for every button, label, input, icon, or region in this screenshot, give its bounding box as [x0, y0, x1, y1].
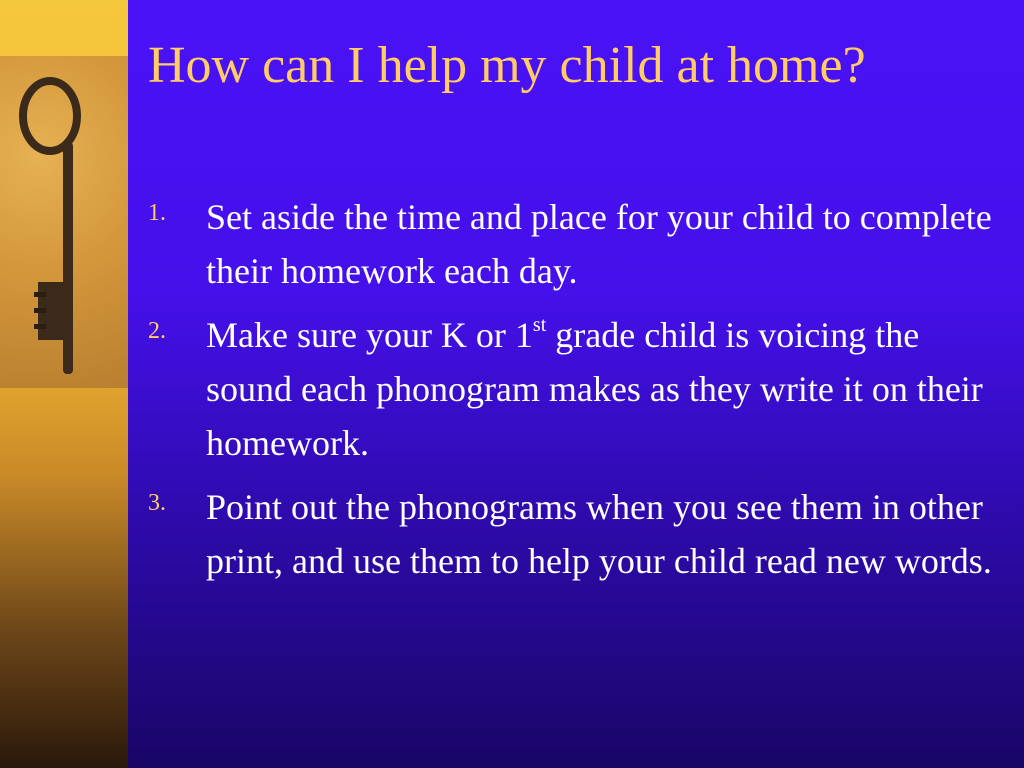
list-text-part: grade child is voicing the sound each phonogram makes as they write it on their homework.: [206, 315, 983, 463]
list-text: Point out the phonograms when you see them in other print, and use them to help your child read new words.: [206, 487, 992, 581]
slide-title: How can I help my child at home?: [148, 37, 866, 94]
numbered-list: [148, 190, 1008, 598]
list-text-part: Make sure your K or 1: [206, 315, 533, 355]
list-item: [148, 480, 1008, 588]
list-text: [206, 308, 1008, 470]
list-item: [148, 308, 1008, 470]
key-photo: [0, 56, 128, 388]
antique-key-icon: [0, 56, 128, 388]
superscript: st: [532, 314, 547, 336]
list-number: 2.: [148, 318, 166, 344]
sidebar: [0, 0, 128, 768]
list-number: 1.: [148, 200, 166, 226]
content-area: [128, 0, 1024, 768]
list-item: [148, 190, 1008, 298]
list-text: Set aside the time and place for your child to complete their homework each day.: [206, 197, 992, 291]
list-number: 3.: [148, 490, 166, 516]
